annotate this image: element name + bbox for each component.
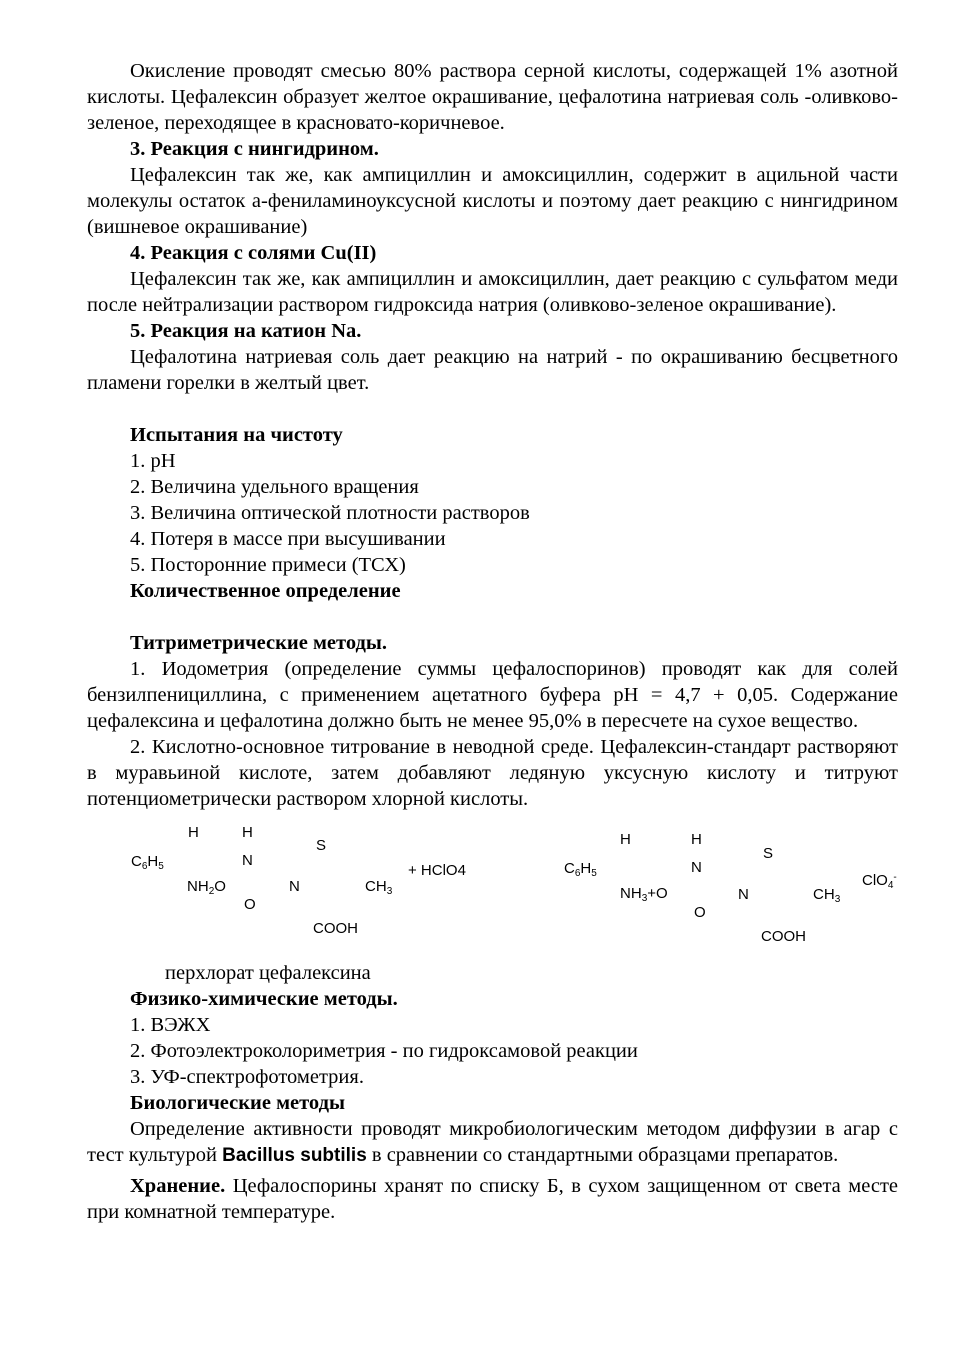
atom-label: N [691, 859, 702, 876]
formula-ch3: $CH_3$ [365, 878, 393, 897]
purity-item: 2. Величина удельного вращения [130, 476, 419, 498]
atom-label: H [691, 831, 702, 848]
purity-item: 5. Посторонние примеси (ТСХ) [130, 554, 406, 576]
paragraph-biological: Определение активности проводят микробиологическим методом диффузии в агар с тест культурой Bacillus subtilis в сравнении со стандартными образцами препаратов. [87, 1118, 898, 1166]
reagent-label: + HClO4 [408, 862, 466, 879]
atom-label: N [738, 886, 749, 903]
purity-item: 4. Потеря в массе при высушивании [130, 528, 446, 550]
paragraph-storage: Хранение. Цефалоспорины хранят по списку Б, в сухом защищенном от света месте при комнатной температуре. [87, 1175, 898, 1223]
heading-sodium: 5. Реакция на катион Na. [130, 320, 362, 342]
storage-title: Хранение. [130, 1175, 226, 1197]
formula-ch3-product: $CH_3$ [813, 886, 841, 905]
atom-label: N [289, 878, 300, 895]
formula-nh2o: $NH_2O$ [187, 878, 226, 897]
formula-c6h5-product: $C_6H_5$ [564, 860, 597, 879]
purity-item: 1. pH [130, 450, 176, 472]
atom-label: H [188, 824, 199, 841]
paragraph-iodometry: 1. Иодометрия (определение суммы цефалоспоринов) проводят как для солей бензилпенициллина, с применением ацетатного буфера pH = 4,7 + 0,05. Содержание цефалексина и цефалотина должно быть не менее 95,0% в пересчете на сухое вещество. [87, 658, 898, 732]
formula-cooh-product: COOH [761, 928, 806, 945]
reaction-scheme [87, 812, 898, 960]
paragraph-oxidation: Окисление проводят смесью 80% раствора серной кислоты, содержащей 1% азотной кислоты. Цефалексин образует желтое окрашивание, цефалотина натриевая соль -оливково-зеленое, переходящее в красновато-коричневое. [87, 60, 898, 134]
paragraph-copper: Цефалексин так же, как ампициллин и амоксициллин, дает реакцию с сульфатом меди после нейтрализации раствором гидроксида натрия (оливково-зеленое окрашивание). [87, 268, 898, 316]
formula-nh3: $NH_3+O$ [620, 885, 668, 904]
paragraph-acid-base: 2. Кислотно-основное титрование в неводной среде. Цефалексин-стандарт растворяют в муравьиной кислоте, затем добавляют ледяную уксусную кислоту и титруют потенциометрически раствором хлорной кислоты. [87, 736, 898, 810]
physchem-item: 1. ВЭЖХ [130, 1014, 211, 1036]
paragraph-ninhydrin: Цефалексин так же, как ампициллин и амоксициллин, содержит в ацильной части молекулы остаток а-фениламиноуксусной кислоты и поэтому дает реакцию с нингидрином (вишневое окрашивание) [87, 164, 898, 238]
heading-titrimetric: Титриметрические методы. [130, 632, 387, 654]
heading-copper: 4. Реакция с солями Cu(II) [130, 242, 377, 264]
formula-clo4: ClO$_4$- [862, 872, 897, 891]
formula-cooh: COOH [313, 920, 358, 937]
physchem-item: 2. Фотоэлектроколориметрия - по гидроксамовой реакции [130, 1040, 638, 1062]
atom-label: H [620, 831, 631, 848]
purity-item: 3. Величина оптической плотности растворов [130, 502, 530, 524]
organism-name: Bacillus subtilis [222, 1145, 367, 1166]
atom-label: S [763, 845, 774, 862]
heading-quantitative: Количественное определение [130, 580, 401, 602]
scheme-caption: перхлорат цефалексина [165, 962, 371, 984]
atom-label: O [694, 904, 706, 921]
document-page [87, 58, 898, 1225]
heading-purity: Испытания на чистоту [130, 424, 343, 446]
physchem-item: 3. УФ-спектрофотометрия. [130, 1066, 364, 1088]
heading-physchem: Физико-химические методы. [130, 988, 398, 1010]
atom-label: H [242, 824, 253, 841]
heading-ninhydrin: 3. Реакция с нингидрином. [130, 138, 379, 160]
formula-c6h5: $C_6H_5$ [131, 853, 164, 872]
paragraph-sodium: Цефалотина натриевая соль дает реакцию на натрий - по окрашиванию бесцветного пламени горелки в желтый цвет. [87, 346, 898, 394]
heading-biological: Биологические методы [130, 1092, 345, 1114]
atom-label: O [244, 896, 256, 913]
atom-label: S [316, 837, 327, 854]
atom-label: N [242, 852, 253, 869]
